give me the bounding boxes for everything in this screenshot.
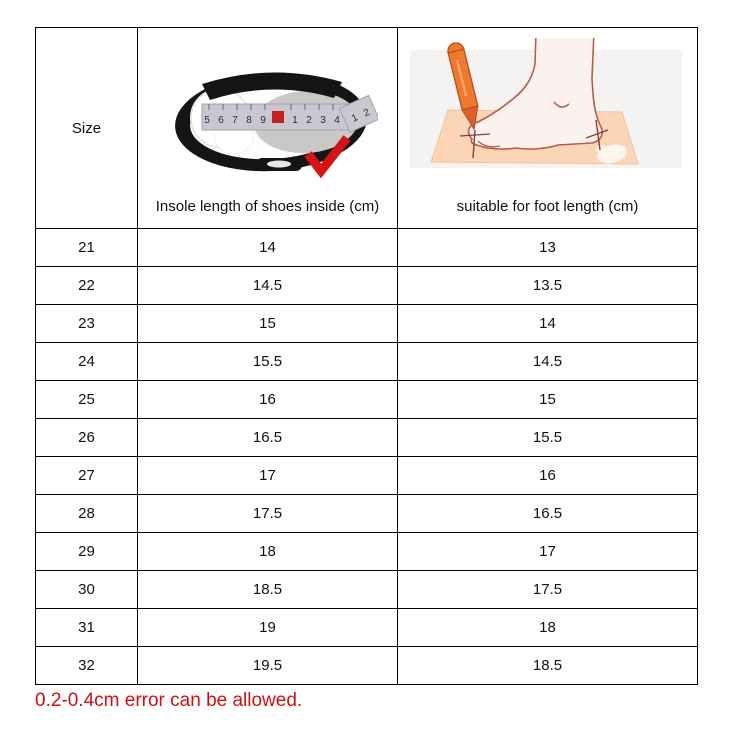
insole-cell: 15 xyxy=(138,305,398,343)
insole-cell: 16 xyxy=(138,381,398,419)
foot-cell: 16.5 xyxy=(398,495,698,533)
foot-column-header xyxy=(398,28,698,229)
insole-cell: 18.5 xyxy=(138,571,398,609)
tape-number: 5 xyxy=(203,115,210,126)
table-row xyxy=(36,229,698,267)
foot-cell: 18 xyxy=(398,609,698,647)
table-row xyxy=(36,609,698,647)
insole-cell: 14.5 xyxy=(138,267,398,305)
size-cell: 30 xyxy=(36,571,138,609)
foot-cell: 17.5 xyxy=(398,571,698,609)
size-cell: 26 xyxy=(36,419,138,457)
table-header-row xyxy=(36,28,698,229)
foot-cell: 14.5 xyxy=(398,343,698,381)
tape-number: 6 xyxy=(217,115,224,126)
error-tolerance-note: 0.2-0.4cm error can be allowed. xyxy=(35,690,303,711)
foot-cell: 18.5 xyxy=(398,647,698,685)
tape-number: 1 xyxy=(349,112,360,125)
insole-cell: 19.5 xyxy=(138,647,398,685)
tape-number: 2 xyxy=(305,115,312,126)
tape-number: 2 xyxy=(361,107,371,120)
tape-number: 9 xyxy=(259,115,266,126)
shoe-measure-icon xyxy=(158,38,378,188)
foot-cell: 16 xyxy=(398,457,698,495)
foot-measure-image xyxy=(398,28,697,198)
size-cell: 24 xyxy=(36,343,138,381)
tape-number: 1 xyxy=(291,115,298,126)
insole-cell: 16.5 xyxy=(138,419,398,457)
table-row xyxy=(36,343,698,381)
size-chart-table xyxy=(35,27,698,685)
table-row xyxy=(36,267,698,305)
insole-column-header xyxy=(138,28,398,229)
tape-number: 4 xyxy=(333,115,340,126)
size-cell: 32 xyxy=(36,647,138,685)
foot-cell: 14 xyxy=(398,305,698,343)
insole-column-label: Insole length of shoes inside (cm) xyxy=(155,198,380,215)
size-cell: 21 xyxy=(36,229,138,267)
table-row xyxy=(36,647,698,685)
size-column-label: Size xyxy=(71,119,102,137)
foot-cell: 15.5 xyxy=(398,419,698,457)
size-cell: 22 xyxy=(36,267,138,305)
size-cell: 29 xyxy=(36,533,138,571)
foot-cell: 15 xyxy=(398,381,698,419)
size-cell: 25 xyxy=(36,381,138,419)
foot-column-label: suitable for foot length (cm) xyxy=(456,198,639,215)
tape-red-marker xyxy=(272,111,284,123)
foot-cell: 13 xyxy=(398,229,698,267)
table-row xyxy=(36,381,698,419)
table-row xyxy=(36,457,698,495)
insole-cell: 19 xyxy=(138,609,398,647)
size-column-header xyxy=(36,28,138,229)
size-cell: 31 xyxy=(36,609,138,647)
tape-number: 7 xyxy=(231,115,238,126)
tape-number: 3 xyxy=(319,115,326,126)
size-cell: 27 xyxy=(36,457,138,495)
table-row xyxy=(36,533,698,571)
foot-measure-icon xyxy=(408,38,688,188)
table-row xyxy=(36,495,698,533)
size-cell: 28 xyxy=(36,495,138,533)
insole-cell: 15.5 xyxy=(138,343,398,381)
insole-cell: 17.5 xyxy=(138,495,398,533)
tape-number: 8 xyxy=(245,115,252,126)
table-row xyxy=(36,571,698,609)
foot-cell: 13.5 xyxy=(398,267,698,305)
insole-cell: 14 xyxy=(138,229,398,267)
foot-cell: 17 xyxy=(398,533,698,571)
size-cell: 23 xyxy=(36,305,138,343)
table-row xyxy=(36,419,698,457)
shoe-insole-measure-image xyxy=(138,28,397,198)
insole-cell: 18 xyxy=(138,533,398,571)
table-row xyxy=(36,305,698,343)
insole-cell: 17 xyxy=(138,457,398,495)
